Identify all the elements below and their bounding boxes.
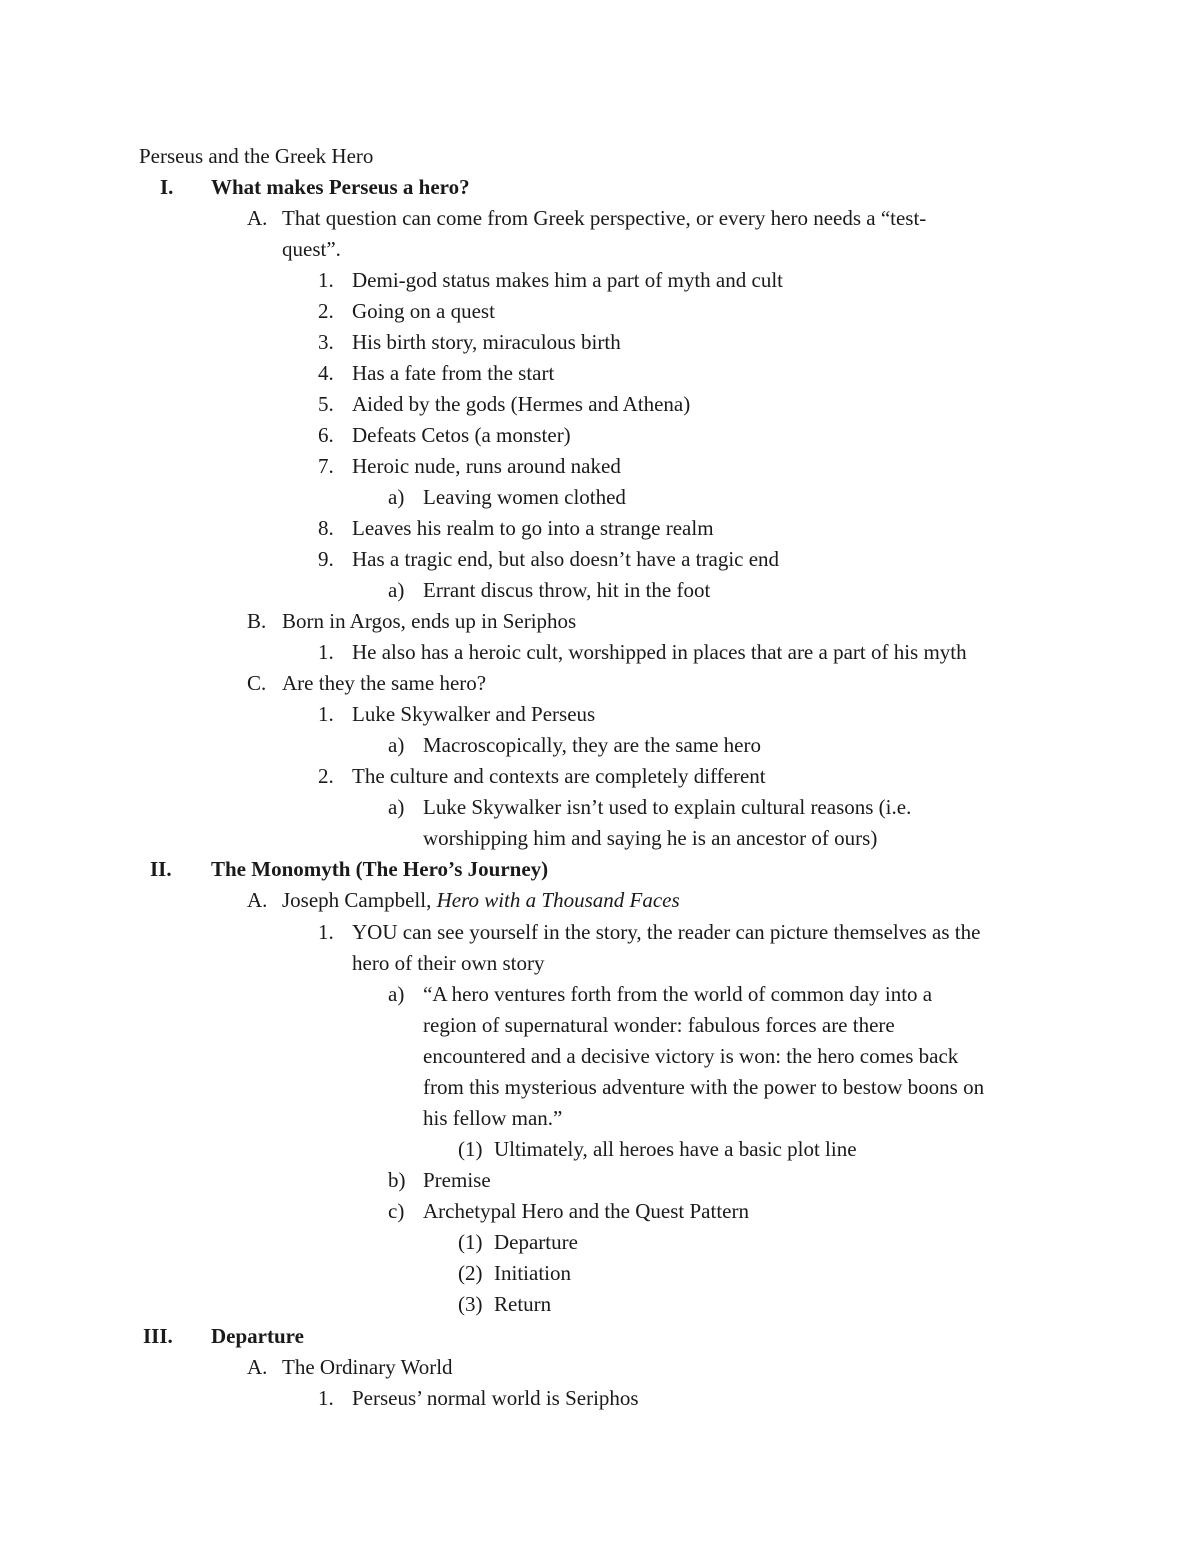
outline-marker: (1) — [458, 1137, 483, 1161]
outline-text: His birth story, miraculous birth — [352, 330, 621, 354]
outline-marker: 9. — [318, 547, 334, 571]
outline-marker: 2. — [318, 299, 334, 323]
quote-text: encountered and a decisive victory is won: the hero comes back — [423, 1044, 959, 1068]
quote-text: “A hero ventures forth from the world of common day into a — [423, 982, 933, 1006]
outline-text: Has a tragic end, but also doesn’t have a tragic end — [352, 547, 780, 571]
outline-text: Has a fate from the start — [352, 361, 555, 385]
quote-text: region of supernatural wonder: fabulous forces are there — [423, 1013, 895, 1037]
outline-marker: c) — [388, 1199, 405, 1223]
outline-text: He also has a heroic cult, worshipped in places that are a part of his myth — [352, 640, 967, 664]
outline-marker: 6. — [318, 423, 334, 447]
outline-text: Luke Skywalker and Perseus — [352, 702, 596, 726]
outline-text: Luke Skywalker isn’t used to explain cultural reasons (i.e. — [423, 795, 912, 819]
outline-marker: 5. — [318, 392, 334, 416]
outline-marker: a) — [388, 982, 405, 1006]
outline-marker: C. — [247, 671, 267, 695]
outline-marker: (1) — [458, 1230, 483, 1254]
outline-marker: a) — [388, 485, 405, 509]
outline-text: Premise — [423, 1168, 491, 1192]
outline-text: Aided by the gods (Hermes and Athena) — [352, 392, 691, 416]
section-marker: III. — [143, 1324, 173, 1348]
outline-marker: (2) — [458, 1261, 483, 1285]
outline-text — [282, 885, 680, 916]
outline-text: Are they the same hero? — [282, 671, 487, 695]
outline-marker: 1. — [318, 640, 334, 664]
outline-marker: 1. — [318, 920, 334, 944]
section-marker: I. — [160, 175, 174, 199]
outline-marker: a) — [388, 733, 405, 757]
outline-text: worshipping him and saying he is an ancestor of ours) — [423, 826, 878, 850]
outline-marker: A. — [247, 1355, 268, 1379]
book-title: Hero with a Thousand Faces — [436, 888, 680, 912]
outline-marker: (3) — [458, 1292, 483, 1316]
outline-marker: B. — [247, 609, 267, 633]
outline-text: Errant discus throw, hit in the foot — [423, 578, 711, 602]
section-heading: The Monomyth (The Hero’s Journey) — [211, 857, 549, 881]
outline-text: Demi-god status makes him a part of myth and cult — [352, 268, 783, 292]
outline-text: Leaves his realm to go into a strange realm — [352, 516, 714, 540]
outline-text: Departure — [494, 1230, 578, 1254]
outline-text: Defeats Cetos (a monster) — [352, 423, 571, 447]
outline-text: Return — [494, 1292, 552, 1316]
section-heading: Departure — [211, 1324, 304, 1348]
outline-text: Ultimately, all heroes have a basic plot line — [494, 1137, 857, 1161]
outline-marker: 1. — [318, 1386, 334, 1410]
outline-text: The culture and contexts are completely different — [352, 764, 766, 788]
outline-text: quest”. — [282, 237, 341, 261]
outline-text: That question can come from Greek perspective, or every hero needs a “test- — [282, 206, 927, 230]
outline-text: hero of their own story — [352, 951, 545, 975]
outline-marker: 4. — [318, 361, 334, 385]
outline-text: Leaving women clothed — [423, 485, 626, 509]
quote-text: his fellow man.” — [423, 1106, 563, 1130]
section-marker: II. — [150, 857, 172, 881]
outline-marker: 1. — [318, 268, 334, 292]
outline-marker: 1. — [318, 702, 334, 726]
outline-marker: a) — [388, 578, 405, 602]
outline-text: Initiation — [494, 1261, 571, 1285]
document-title: Perseus and the Greek Hero — [139, 144, 374, 168]
quote-text: from this mysterious adventure with the power to bestow boons on — [423, 1075, 985, 1099]
outline-marker: a) — [388, 795, 405, 819]
outline-text: The Ordinary World — [282, 1355, 453, 1379]
outline-text: Macroscopically, they are the same hero — [423, 733, 761, 757]
outline-marker: A. — [247, 888, 268, 912]
outline-text: Archetypal Hero and the Quest Pattern — [423, 1199, 749, 1223]
outline-text: YOU can see yourself in the story, the reader can picture themselves as the — [352, 920, 981, 944]
outline-marker: 8. — [318, 516, 334, 540]
outline-text: Heroic nude, runs around naked — [352, 454, 621, 478]
outline-marker: A. — [247, 206, 268, 230]
section-heading: What makes Perseus a hero? — [211, 175, 470, 199]
outline-marker: b) — [388, 1168, 406, 1192]
outline-text: Born in Argos, ends up in Seriphos — [282, 609, 577, 633]
outline-text-prefix: Joseph Campbell, — [282, 888, 437, 912]
outline-marker: 3. — [318, 330, 334, 354]
outline-marker: 2. — [318, 764, 334, 788]
outline-text: Perseus’ normal world is Seriphos — [352, 1386, 639, 1410]
outline-marker: 7. — [318, 454, 334, 478]
outline-text: Going on a quest — [352, 299, 495, 323]
